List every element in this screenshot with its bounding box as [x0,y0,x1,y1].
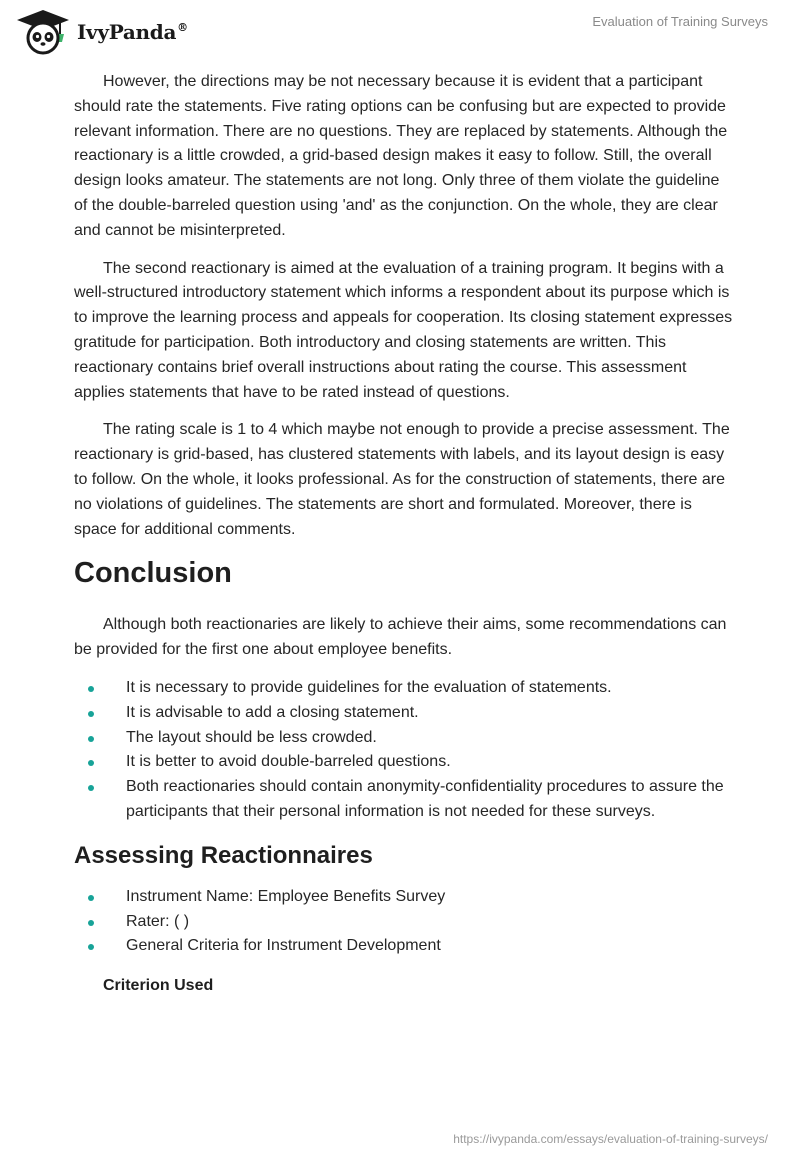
paragraph-2: The second reactionary is aimed at the evaluation of a training program. It begins with a well-structured introductory statement which informs a respondent about its purpose which is to improve the learning process and appeals for cooperation. Its closing statement expresses gratitude for participation. Both introductory and closing statements are written. This reactionary contains brief overall instructions about rating the course. This assessment applies statements that have to be rated instead of questions. [74,259,733,401]
paragraph-1: However, the directions may be not necessary because it is evident that a participant should rate the statements. Five rating options can be confusing but are expected to provide relevant information. There are no questions. They are replaced by statements. Although the reactionary is a little crowded, a grid-based design makes it easy to follow. Still, the overall design looks amateur. The statements are not long. Only three of them violate the guideline of the double-barreled question using 'and' as the conjunction. On the whole, they are clear and cannot be misinterpreted. [74,73,728,239]
bullet-icon [88,760,94,766]
list-item [74,934,734,959]
registered-mark: ® [177,21,188,35]
list-item-text: It is better to avoid double-barreled questions. [126,753,451,771]
bullet-icon [88,711,94,717]
document-title: Evaluation of Training Surveys [592,14,768,29]
assessing-heading: Assessing Reactionnaires [74,841,373,869]
list-item [74,676,734,701]
bullet-icon [88,785,94,791]
bullet-icon [88,920,94,926]
bullet-icon [88,944,94,950]
conclusion-heading: Conclusion [74,557,232,590]
bullet-icon [88,736,94,742]
logo-wordmark [77,20,188,44]
list-item-text: It is advisable to add a closing statement. [126,703,419,721]
bullet-icon [88,895,94,901]
logo-text: IvyPanda [77,20,177,44]
criterion-subheading: Criterion Used [103,977,214,995]
list-item [74,726,734,751]
bullet-icon [88,686,94,692]
list-item-text: Both reactionaries should contain anonymity-confidentiality procedures to assure the participants that their personal information is not needed for these surveys. [126,778,724,820]
page-header [0,0,800,60]
list-item-text: The layout should be less crowded. [126,728,377,746]
list-item [74,750,734,775]
site-logo[interactable] [15,8,188,56]
assessing-list [74,885,734,959]
list-item-text: General Criteria for Instrument Development [126,937,441,955]
list-item-text: It is necessary to provide guidelines for the evaluation of statements. [126,678,612,696]
paragraph-3: The rating scale is 1 to 4 which maybe not enough to provide a precise assessment. The reactionary is grid-based, has clustered statements with labels, and its layout design is easy to follow. On the whole, it looks professional. As for the construction of statements, there are no violations of guidelines. The statements are short and formulated. Moreover, there is space for additional comments. [74,421,730,538]
conclusion-intro: Although both reactionaries are likely to achieve their aims, some recommendations can be provided for the first one about employee benefits. [74,616,727,659]
list-item-text: Instrument Name: Employee Benefits Survey [126,887,446,905]
list-item [74,701,734,726]
list-item-text: Rater: ( ) [126,912,190,930]
article-body [74,70,734,995]
panda-logo-icon [15,8,71,56]
source-url[interactable]: https://ivypanda.com/essays/evaluation-of-training-surveys/ [453,1132,768,1146]
list-item [74,910,734,935]
list-item [74,885,734,910]
list-item [74,775,734,825]
recommendations-list [74,676,734,825]
